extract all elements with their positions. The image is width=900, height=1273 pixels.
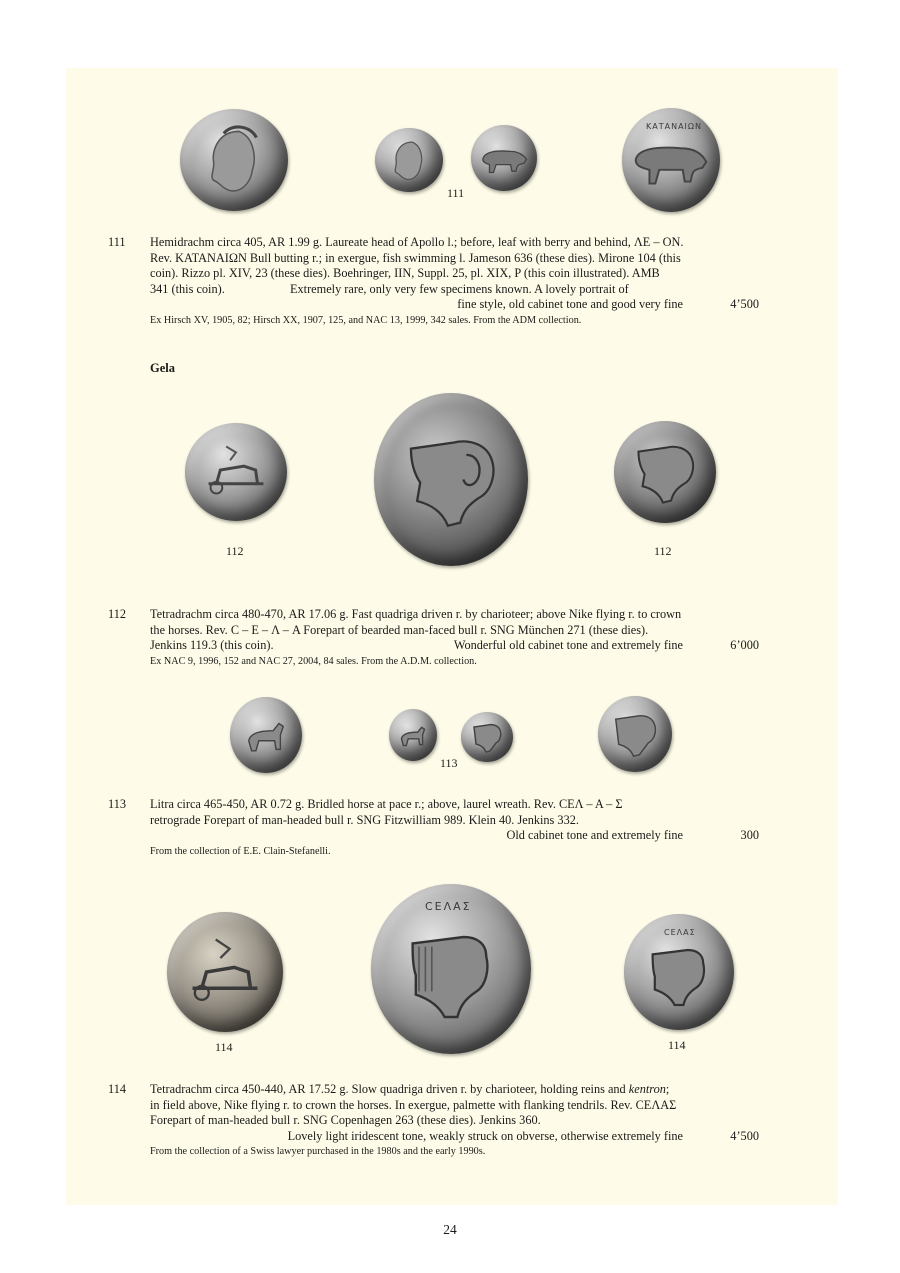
description-text: Tetradrachm circa 450-440, AR 17.52 g. Slow quadriga driven r. by charioteer, holding reins and xyxy=(150,1082,629,1096)
bull-icon xyxy=(471,125,537,191)
grade: fine style, old cabinet tone and good very fine xyxy=(457,297,683,312)
image-caption-113: 113 xyxy=(440,756,458,770)
grade-price-line xyxy=(150,1129,759,1145)
man-faced-bull-icon xyxy=(614,421,716,523)
description-line: Hemidrachm circa 405, AR 1.99 g. Laureate head of Apollo l.; before, leaf with berry and behind, ΛΕ – ΟΝ. xyxy=(150,235,684,249)
price: 4’500 xyxy=(730,297,759,312)
coin-114-reverse xyxy=(624,914,734,1030)
coin-112-obverse xyxy=(185,423,287,521)
grade: Lovely light iridescent tone, weakly struck on obverse, otherwise extremely fine xyxy=(287,1128,683,1143)
grade: Old cabinet tone and extremely fine xyxy=(506,828,683,843)
lot-number: 114 xyxy=(108,1082,126,1096)
provenance: Ex NAC 9, 1996, 152 and NAC 27, 2004, 84 sales. From the A.D.M. collection. xyxy=(150,655,477,667)
apollo-head-icon xyxy=(375,128,443,192)
coin-111-reverse-enlarged xyxy=(622,108,720,212)
quadriga-icon xyxy=(167,912,283,1032)
section-title: Gela xyxy=(150,361,175,375)
lot-description xyxy=(150,235,759,328)
description-emphasis: kentron xyxy=(628,1082,666,1096)
coin-legend: ϹΕΛΑΣ xyxy=(664,928,696,937)
description-line xyxy=(150,1082,759,1098)
coin-113-obverse-enlarged xyxy=(230,697,302,773)
description-line: Rev. ΚΑΤΑΝΑΙΩΝ Bull butting r.; in exergue, fish swimming l. Jameson 636 (these dies). Mirone 104 (this xyxy=(150,250,681,265)
apollo-head-icon xyxy=(180,109,288,211)
price: 6’000 xyxy=(730,638,759,653)
coin-114-reverse-enlarged xyxy=(371,884,531,1054)
description-text: ; xyxy=(665,1082,670,1096)
coin-111-obverse xyxy=(375,128,443,192)
description-line: Tetradrachm circa 480-470, AR 17.06 g. Fast quadriga driven r. by charioteer; above Nike flying r. to crown xyxy=(150,607,682,621)
page-number: 24 xyxy=(443,1222,457,1237)
provenance: From the collection of a Swiss lawyer purchased in the 1980s and the early 1990s. xyxy=(150,1146,486,1158)
provenance: Ex Hirsch XV, 1905, 82; Hirsch XX, 1907, 125, and NAC 13, 1999, 342 sales. From the ADM collection. xyxy=(150,314,582,326)
grade-price-line xyxy=(150,297,759,313)
provenance: From the collection of E.E. Clain-Stefanelli. xyxy=(150,845,331,857)
lead-in: Jenkins 119.3 (this coin). xyxy=(150,638,274,653)
image-caption-114-left: 114 xyxy=(215,1040,233,1054)
description-line: Forepart of man-headed bull r. SNG Copenhagen 263 (these dies). Jenkins 360. xyxy=(150,1113,541,1128)
coin-114-obverse xyxy=(167,912,283,1032)
image-caption-114-right: 114 xyxy=(668,1038,686,1052)
lead-in: 341 (this coin). xyxy=(150,281,225,296)
coin-111-obverse-enlarged xyxy=(180,109,288,211)
lot-description xyxy=(150,607,759,669)
coin-113-reverse xyxy=(461,712,513,762)
horse-icon xyxy=(230,697,302,773)
lot-number: 113 xyxy=(108,797,126,811)
man-faced-bull-icon xyxy=(374,393,528,566)
price: 300 xyxy=(740,828,759,843)
lot-number: 112 xyxy=(108,607,126,621)
coin-113-obverse xyxy=(389,709,437,761)
coin-legend: ΚΑΤΑΝΑΙΩΝ xyxy=(646,122,702,131)
lot-description xyxy=(150,797,759,859)
description-line: Litra circa 465-450, AR 0.72 g. Bridled horse at pace r.; above, laurel wreath. Rev. CΕΛ – Α – Σ xyxy=(150,797,623,811)
image-caption-112-left: 112 xyxy=(226,544,244,558)
man-faced-bull-icon xyxy=(461,712,513,762)
grade-price-line xyxy=(150,638,759,654)
grade-price-line xyxy=(150,828,759,844)
coin-legend: ϹΕΛΑΣ xyxy=(425,900,472,913)
lot-number: 111 xyxy=(108,235,126,249)
coin-111-reverse xyxy=(471,125,537,191)
grade-line-1: Extremely rare, only very few specimens known. A lovely portrait of xyxy=(290,281,629,296)
grade: Wonderful old cabinet tone and extremely fine xyxy=(453,638,683,653)
description-line: the horses. Rev. C – E – Λ – A Forepart of bearded man-faced bull r. SNG München 271 (these dies). xyxy=(150,622,649,637)
description-line xyxy=(150,282,759,298)
description-line: coin). Rizzo pl. XIV, 23 (these dies). Boehringer, IIN, Suppl. 25, pl. XIX, P (this coin illustrated). AMB xyxy=(150,266,660,281)
man-faced-bull-icon xyxy=(598,696,672,772)
quadriga-icon xyxy=(185,423,287,521)
lot-description xyxy=(150,1082,759,1159)
image-caption-112-right: 112 xyxy=(654,544,672,558)
image-caption-111: 111 xyxy=(447,186,465,200)
description-line: retrograde Forepart of man-headed bull r. SNG Fitzwilliam 989. Klein 40. Jenkins 332. xyxy=(150,812,579,827)
coin-113-reverse-enlarged xyxy=(598,696,672,772)
coin-112-reverse-enlarged xyxy=(374,393,528,566)
price: 4’500 xyxy=(730,1128,759,1143)
description-line: in field above, Nike flying r. to crown the horses. In exergue, palmette with flanking tendrils. Rev. CEΛΑΣ xyxy=(150,1097,677,1112)
horse-icon xyxy=(389,709,437,761)
coin-112-reverse xyxy=(614,421,716,523)
